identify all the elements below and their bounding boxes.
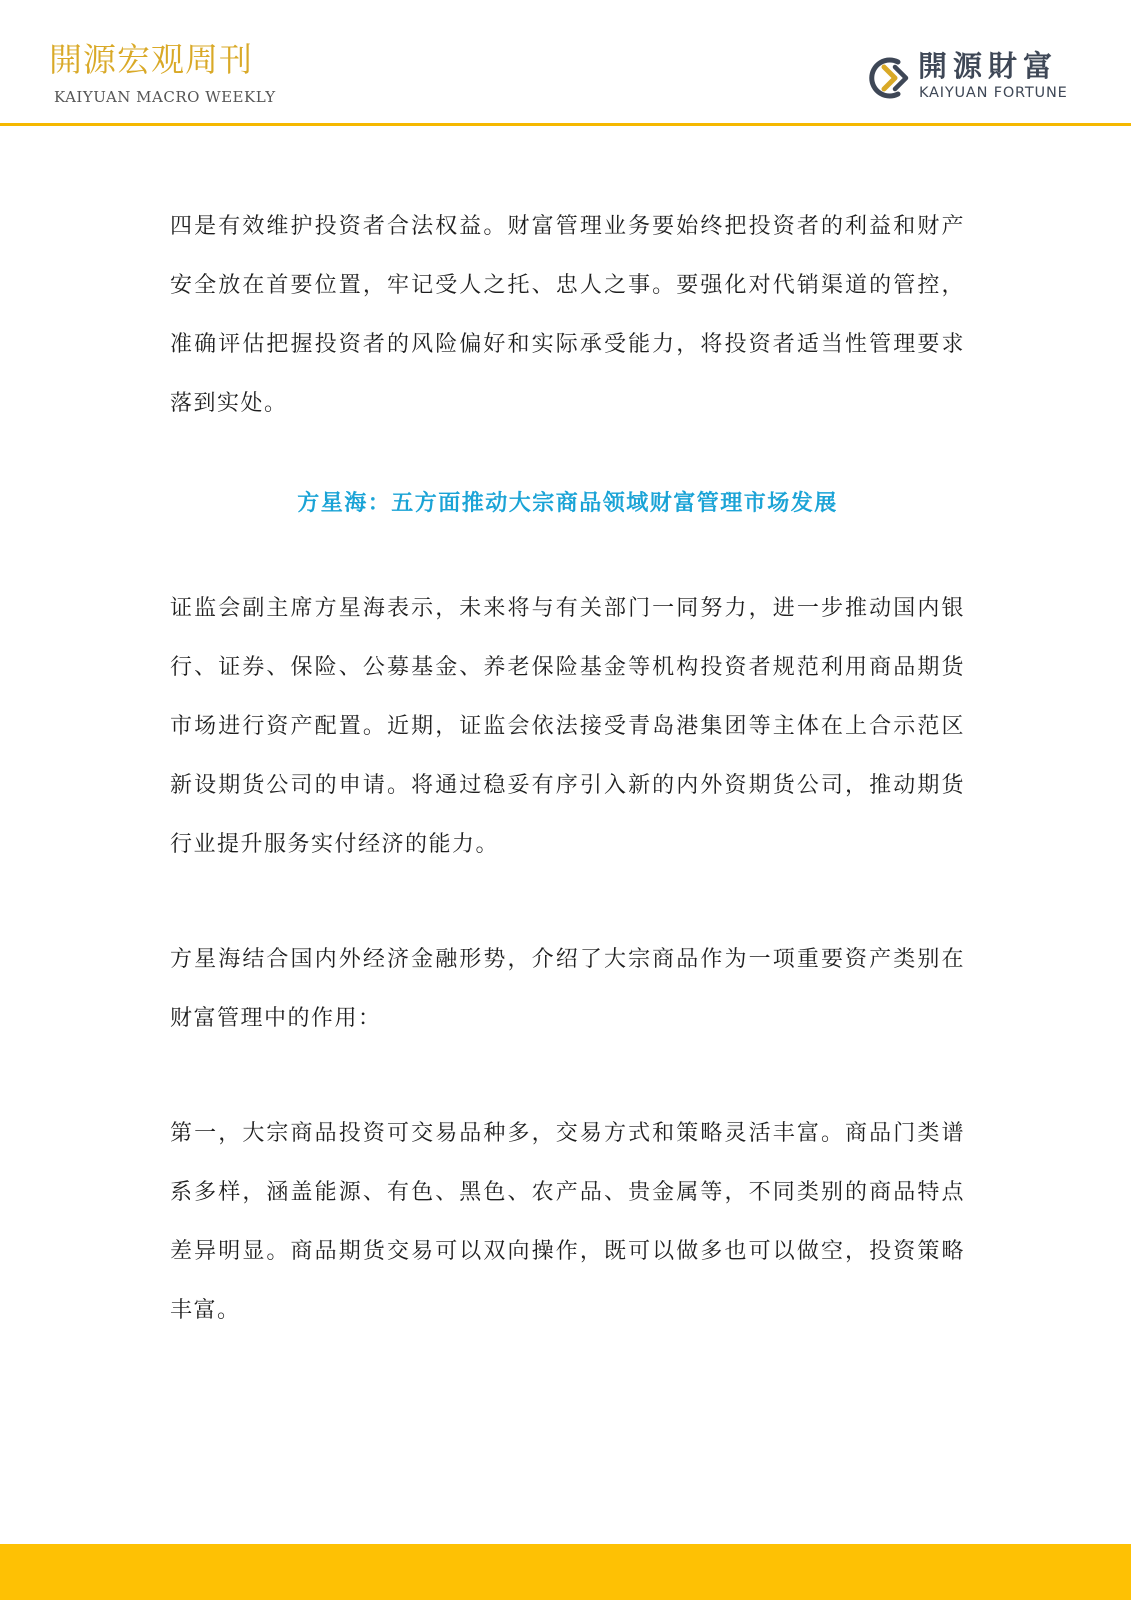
publication-title: 開源宏观周刊 [49,40,253,79]
paragraph-fang-xinghai-statement: 证监会副主席方星海表示，未来将与有关部门一同努力，进一步推动国内银行、证券、保险、公募基金、养老保险基金等机构投资者规范利用商品期货市场进行资产配置。近期，证监会依法接受青岛港集团等主体在上合示范区新设期货公司的申请。将通过稳妥有序引入新的内外资期货公司，推动期货行业提升服务实付经济的能力。 [170,596,965,857]
publication-subtitle: KAIYUAN MACRO WEEKLY [54,88,276,106]
footer-bar [0,1544,1131,1600]
spacer [170,519,965,579]
spacer [170,1048,965,1104]
logo-chinese-name: 開源財富 [918,49,1059,83]
article-body [170,197,965,1340]
logo-english-name: KAIYUAN FORTUNE [919,85,1068,101]
spacer [170,433,965,489]
section-heading: 方星海：五方面推动大宗商品领域财富管理市场发展 [297,491,838,516]
kaiyuan-logo-icon [862,53,912,103]
paragraph-point-one: 第一，大宗商品投资可交易品种多，交易方式和策略灵活丰富。商品门类谱系多样，涵盖能源、有色、黑色、农产品、贵金属等，不同类别的商品特点差异明显。商品期货交易可以双向操作，既可以做多也可以做空，投资策略丰富。 [170,1121,965,1323]
spacer [170,874,965,930]
page-header [0,0,1131,126]
paragraph-commodity-role-intro: 方星海结合国内外经济金融形势，介绍了大宗商品作为一项重要资产类别在财富管理中的作用： [170,947,965,1031]
header-divider [0,123,1131,126]
paragraph-investor-protection: 四是有效维护投资者合法权益。财富管理业务要始终把投资者的利益和财产安全放在首要位置，牢记受人之托、忠人之事。要强化对代销渠道的管控，准确评估把握投资者的风险偏好和实际承受能力，将投资者适当性管理要求落到实处。 [170,214,965,416]
kaiyuan-fortune-logo [862,48,1087,108]
